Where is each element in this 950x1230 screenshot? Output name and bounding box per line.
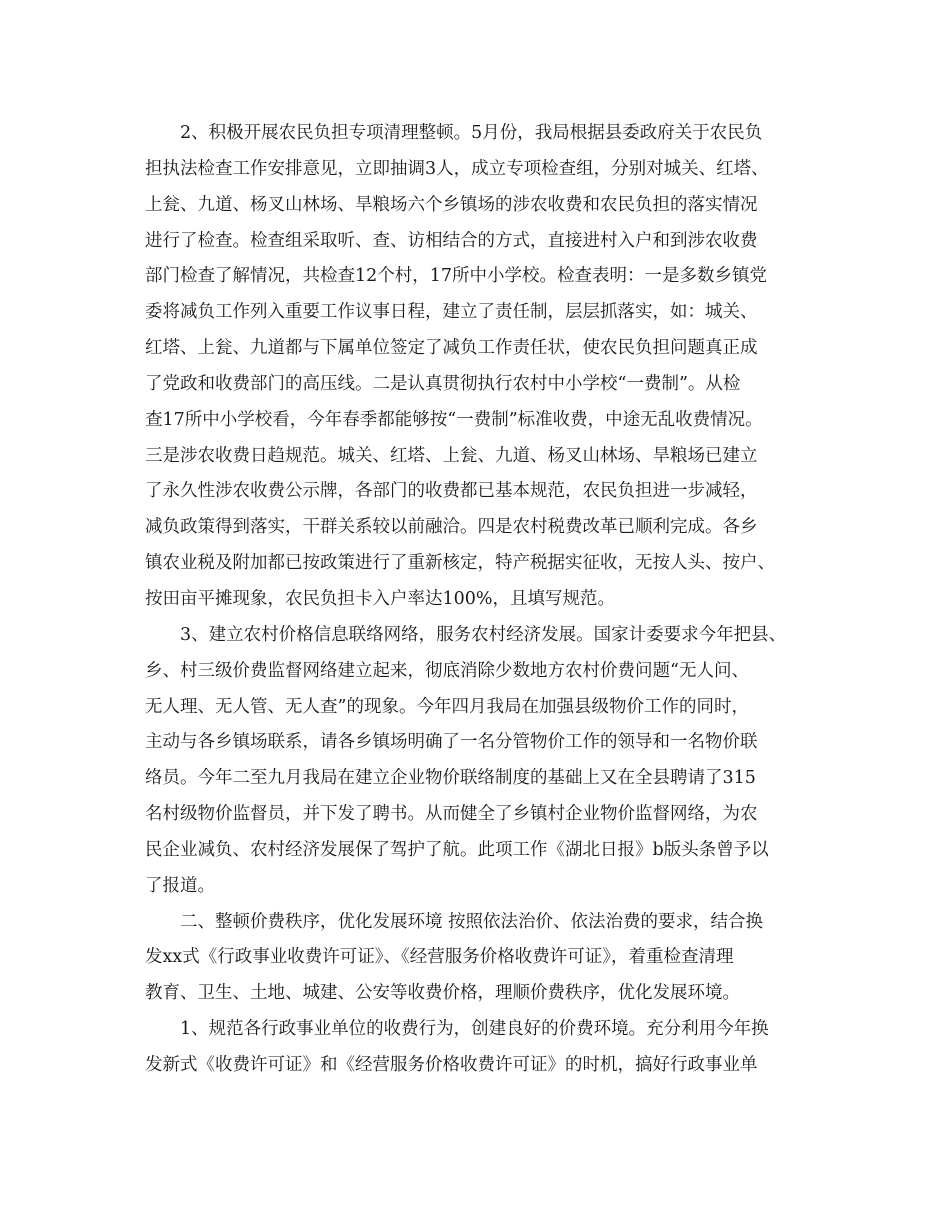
paragraph-2-line-8: 了报道。 <box>145 875 215 896</box>
paragraph-2-line-2: 乡、村三级价费监督网络建立起来，彻底消除少数地方农村价费问题“无人问、 <box>145 660 749 681</box>
paragraph-1-line-5: 部门检查了解情况，共检查12个村，17所中小学校。检查表明：一是多数乡镇党 <box>145 266 768 287</box>
paragraph-2-line-4: 主动与各乡镇场联系，请各乡镇场明确了一名分管物价工作的领导和一名物价联 <box>145 732 758 753</box>
paragraph-4-line-1: 1、规范各行政事业单位的收费行为，创建良好的价费环境。充分利用今年换 <box>180 1019 769 1040</box>
paragraph-1-line-9: 查17所中小学校看，今年春季都能够按“一费制”标准收费，中途无乱收费情况。 <box>145 409 763 430</box>
paragraph-3-line-2: 发xx式《行政事业收费许可证》、《经营服务价格收费许可证》，着重检查清理 <box>145 947 734 968</box>
paragraph-1-line-14: 按田亩平摊现象，农民负担卡入户率达100%，且填写规范。 <box>145 588 616 609</box>
paragraph-3-line-1: 二、整顿价费秩序，优化发展环境 按照依法治价、依法治费的要求，结合换 <box>180 911 764 932</box>
paragraph-2-line-1: 3、建立农村价格信息联络网络，服务农村经济发展。国家计委要求今年把县、 <box>180 624 787 645</box>
document-body <box>145 116 810 1084</box>
paragraph-1-line-10: 三是涉农收费日趋规范。城关、红塔、上瓮、九道、杨叉山林场、旱粮场已建立 <box>145 445 758 466</box>
paragraph-1-line-11: 了永久性涉农收费公示牌，各部门的收费都已基本规范，农民负担进一步减轻， <box>145 481 758 502</box>
paragraph-3-line-3: 教育、卫生、土地、城建、公安等收费价格，理顺价费秩序，优化发展环境。 <box>145 983 740 1004</box>
paragraph-1-line-3: 上瓮、九道、杨叉山林场、旱粮场六个乡镇场的涉农收费和农民负担的落实情况 <box>145 194 758 215</box>
paragraph-1-line-8: 了党政和收费部门的高压线。二是认真贯彻执行农村中小学校“一费制”。从检 <box>145 373 741 394</box>
paragraph-1-line-1: 2、积极开展农民负担专项清理整顿。5月份，我局根据县委政府关于农民负 <box>180 123 763 143</box>
paragraph-1-line-4: 进行了检查。检查组采取听、查、访相结合的方式，直接进村入户和到涉农收费 <box>145 230 758 251</box>
paragraph-1-line-2: 担执法检查工作安排意见，立即抽调3人，成立专项检查组，分别对城关、红塔、 <box>145 158 769 179</box>
paragraph-4-line-2: 发新式《收费许可证》和《经营服务价格收费许可证》的时机，搞好行政事业单 <box>145 1054 758 1075</box>
paragraph-1-line-13: 镇农业税及附加都已按政策进行了重新核定，特产税据实征收，无按人头、按户、 <box>145 553 775 574</box>
paragraph-1-line-7: 红塔、上瓮、九道都与下属单位签定了减负工作责任状，使农民负担问题真正成 <box>145 338 758 359</box>
paragraph-1-line-12: 减负政策得到落实，干群关系较以前融洽。四是农村税费改革已顺利完成。各乡 <box>145 517 758 538</box>
paragraph-2-line-5: 络员。今年二至九月我局在建立企业物价联络制度的基础上又在全县聘请了315 <box>145 768 756 789</box>
paragraph-2-line-6: 名村级物价监督员，并下发了聘书。从而健全了乡镇村企业物价监督网络，为农 <box>145 804 758 825</box>
paragraph-2-line-7: 民企业减负、农村经济发展保了驾护了航。此项工作《湖北日报》b版头条曾予以 <box>145 839 769 860</box>
paragraph-1-line-6: 委将减负工作列入重要工作议事日程，建立了责任制，层层抓落实，如：城关、 <box>145 302 758 323</box>
paragraph-2-line-3: 无人理、无人管、无人查”的现象。今年四月我局在加强县级物价工作的同时， <box>145 696 749 717</box>
